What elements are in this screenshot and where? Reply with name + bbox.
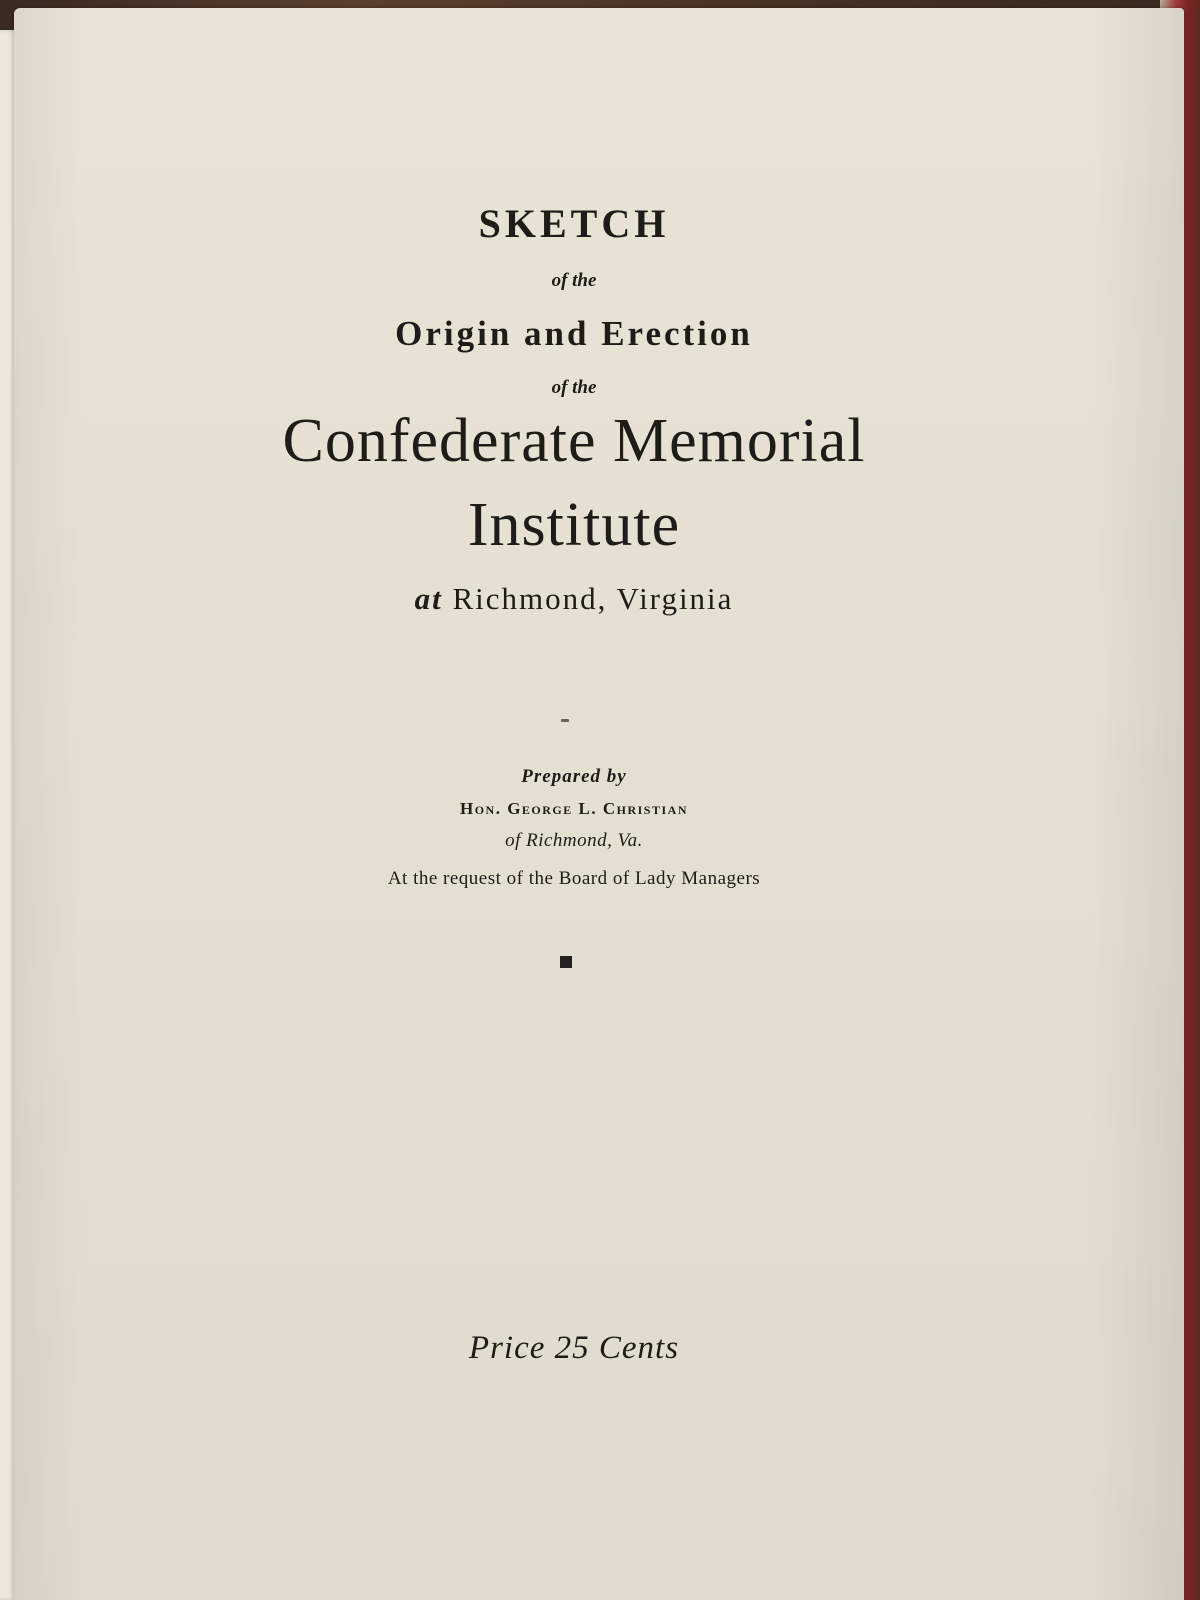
author-city: of Richmond, Va.: [505, 830, 643, 851]
title-line-2: Institute: [467, 491, 681, 559]
author-name: Hon. George L. Christian: [459, 799, 688, 818]
price: Price 25 Cents: [468, 1330, 680, 1366]
connector-of-the-1: of the: [551, 270, 597, 291]
prepared-by: Prepared by: [521, 766, 627, 787]
small-ornament-icon: [561, 719, 569, 722]
location: Richmond, Virginia: [452, 581, 734, 616]
title-page: [14, 8, 1184, 1600]
heading-sketch: SKETCH: [478, 201, 670, 246]
location-line: [14, 581, 1134, 617]
connector-of-the-2: of the: [551, 377, 597, 398]
location-prefix: at: [414, 581, 443, 616]
request-line: At the request of the Board of Lady Managers: [387, 868, 761, 889]
heading-origin: Origin and Erection: [395, 314, 753, 353]
square-ornament-icon: [560, 956, 572, 968]
title-line-1: Confederate Memorial: [282, 407, 866, 475]
